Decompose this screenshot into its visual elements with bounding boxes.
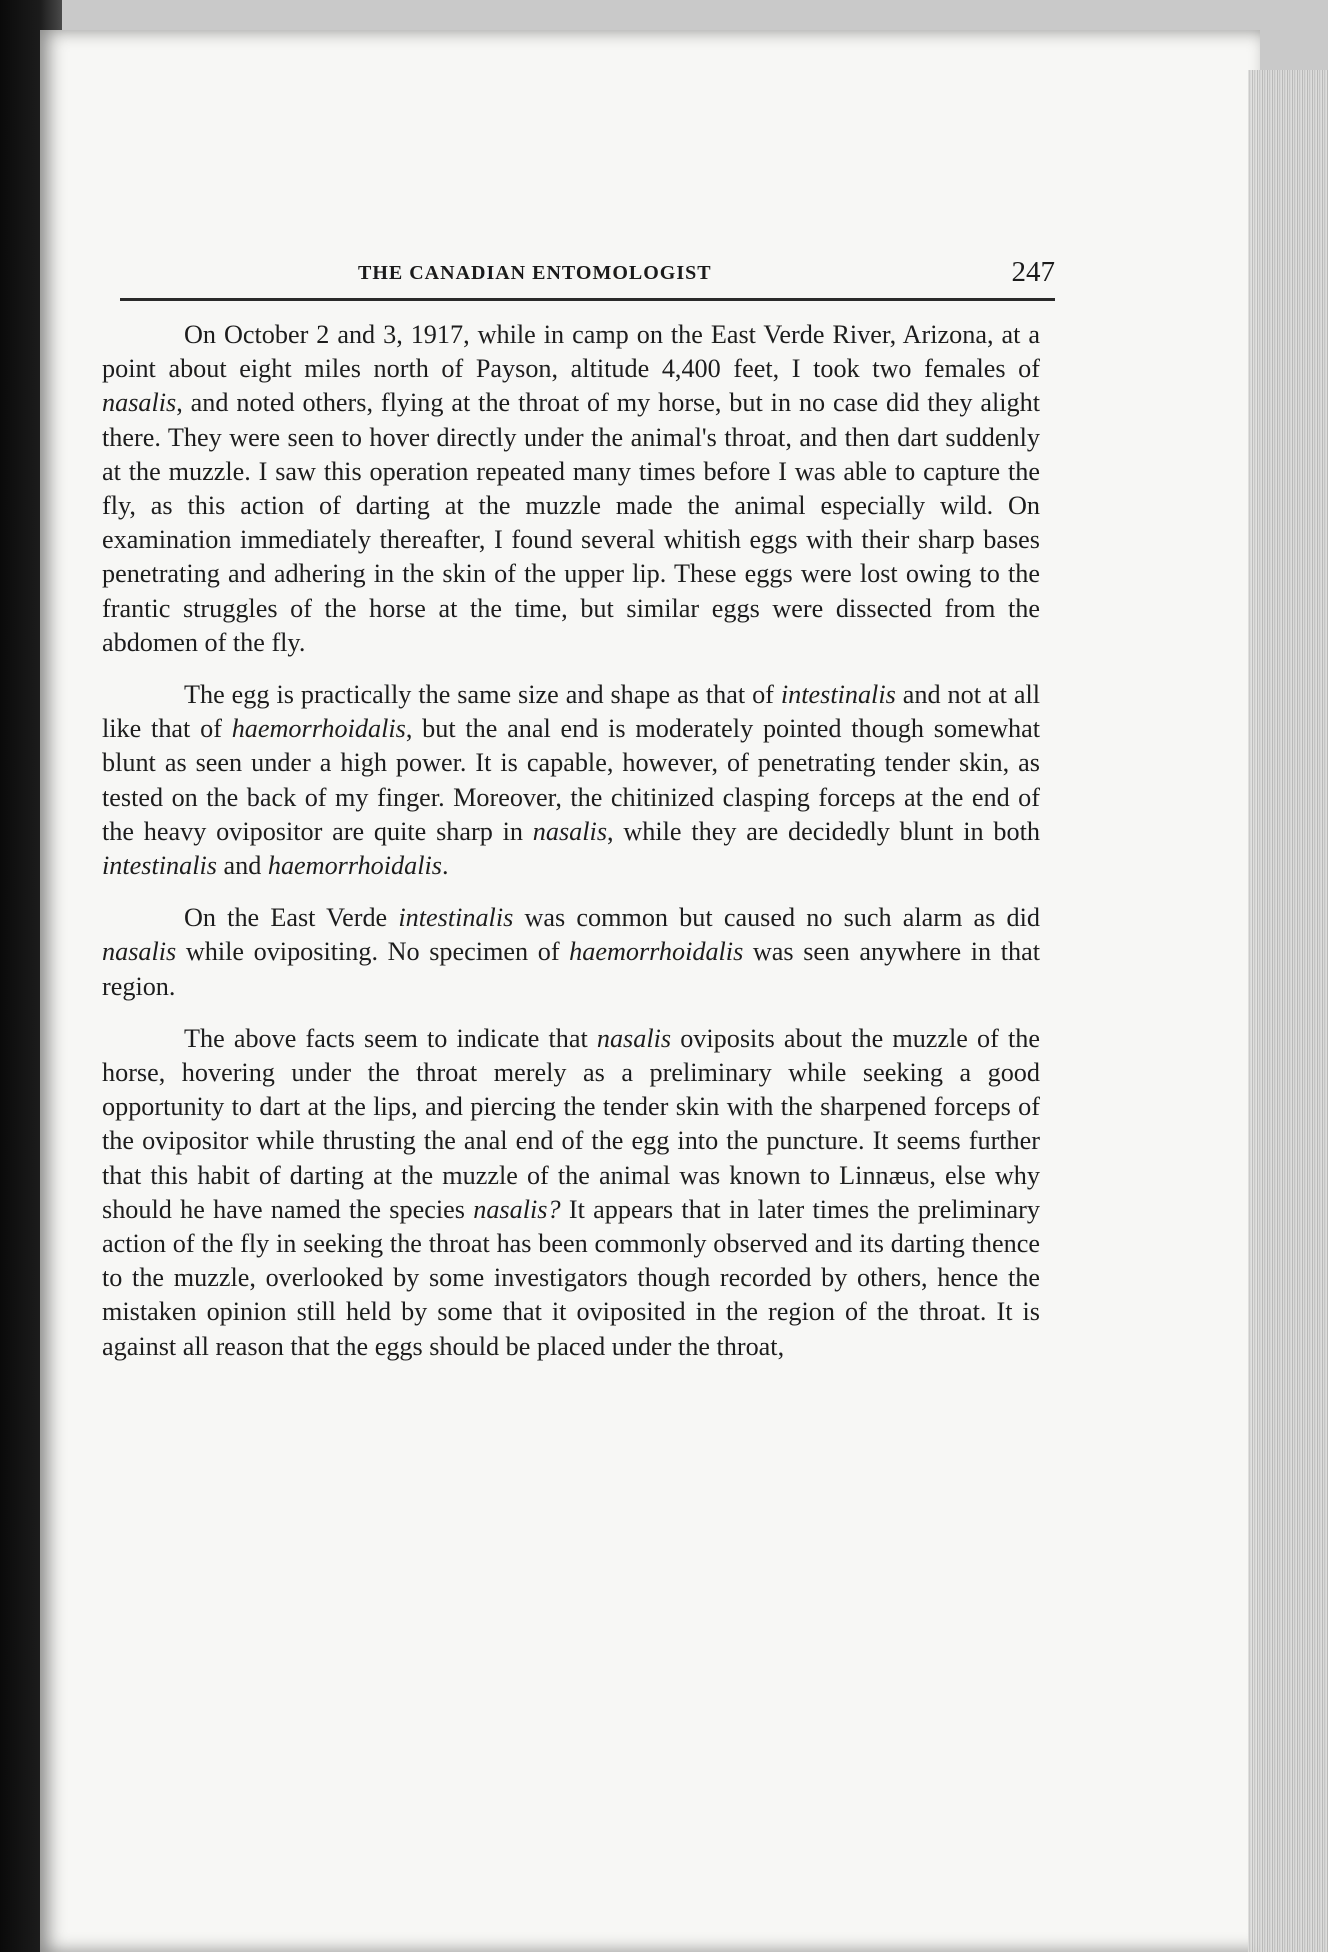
text-run: On the East Verde — [184, 903, 399, 933]
paragraph — [102, 318, 1040, 660]
running-header — [120, 256, 1055, 302]
text-run: On October 2 and 3, 1917, while in camp on the East Verde River, Arizona, at a point about eight miles north of Payson, altitude 4,400 feet, I took two females of — [102, 320, 1040, 384]
text-run: was common but caused no such alarm as did — [513, 903, 1040, 933]
header-rule — [120, 298, 1055, 301]
italic-term: nasalis — [596, 1023, 672, 1053]
page-edges — [1248, 70, 1328, 1952]
italic-term: nasalis — [102, 388, 177, 418]
text-run: was seen anywhere in that region. — [102, 937, 1040, 1001]
text-run: , but the anal end is moderately pointed though somewhat blunt as seen under a high power. It is capable, however, of penetrating tender skin, as tested on the back of my finger. Moreover, the chitinized clasping forceps at the end of the heavy ovipositor are quite sharp in — [102, 714, 1040, 846]
text-run: . — [441, 851, 449, 881]
paragraph — [102, 901, 1040, 1004]
journal-title: THE CANADIAN ENTOMOLOGIST — [358, 262, 712, 284]
italic-term: haemorrhoidalis — [267, 851, 442, 881]
text-run: and — [216, 851, 268, 881]
italic-term: intestinalis — [102, 851, 217, 881]
text-run: oviposits about the muzzle of the horse, hovering under the throat merely as a preliminary while seeking a good opportunity to dart at the lips, and piercing the tender skin with the sharpened forceps of the ovipositor while thrusting the anal end of the egg into the puncture. It seems further that this habit of darting at the muzzle of the animal was known to Linnæus, else why should he have named the species — [102, 1023, 1040, 1224]
italic-term: intestinalis — [780, 680, 896, 710]
italic-term: haemorrhoidalis — [569, 937, 744, 967]
text-run: It appears that in later times the preliminary action of the fly in seeking the throat has been commonly observed and its darting thence to the muzzle, overlooked by some investigators though recorded by others, hence the mistaken opinion still held by some that it oviposited in the region of the throat. It is against all reason that the eggs should be placed under the throat, — [102, 1194, 1040, 1361]
italic-term: haemorrhoidalis — [231, 714, 406, 744]
text-run: The egg is practically the same size and shape as that of — [184, 680, 781, 710]
text-run: The above facts seem to indicate that — [184, 1023, 597, 1053]
text-run: , while they are decidedly blunt in both — [607, 816, 1040, 846]
page-number: 247 — [1011, 256, 1055, 288]
text-run: while ovipositing. No specimen of — [176, 937, 570, 967]
italic-term: nasalis — [102, 937, 177, 967]
paragraph — [102, 678, 1040, 883]
text-run: and not at all like that of — [102, 680, 1040, 744]
italic-term: nasalis? — [473, 1194, 561, 1224]
paragraph — [102, 1022, 1040, 1364]
article-body — [102, 318, 1040, 1364]
italic-term: intestinalis — [398, 903, 514, 933]
italic-term: nasalis — [532, 816, 608, 846]
text-run: , and noted others, flying at the throat of my horse, but in no case did they alight there. They were seen to hover directly under the animal's throat, and then dart suddenly at the muzzle. I saw this operation repeated many times before I was able to capture the fly, as this action of darting at the muzzle made the animal especially wild. On examination immediately thereafter, I found several whitish eggs with their sharp bases penetrating and adhering in the skin of the upper lip. These eggs were lost owing to the frantic struggles of the horse at the time, but similar eggs were dissected from the abdomen of the fly. — [102, 388, 1040, 657]
